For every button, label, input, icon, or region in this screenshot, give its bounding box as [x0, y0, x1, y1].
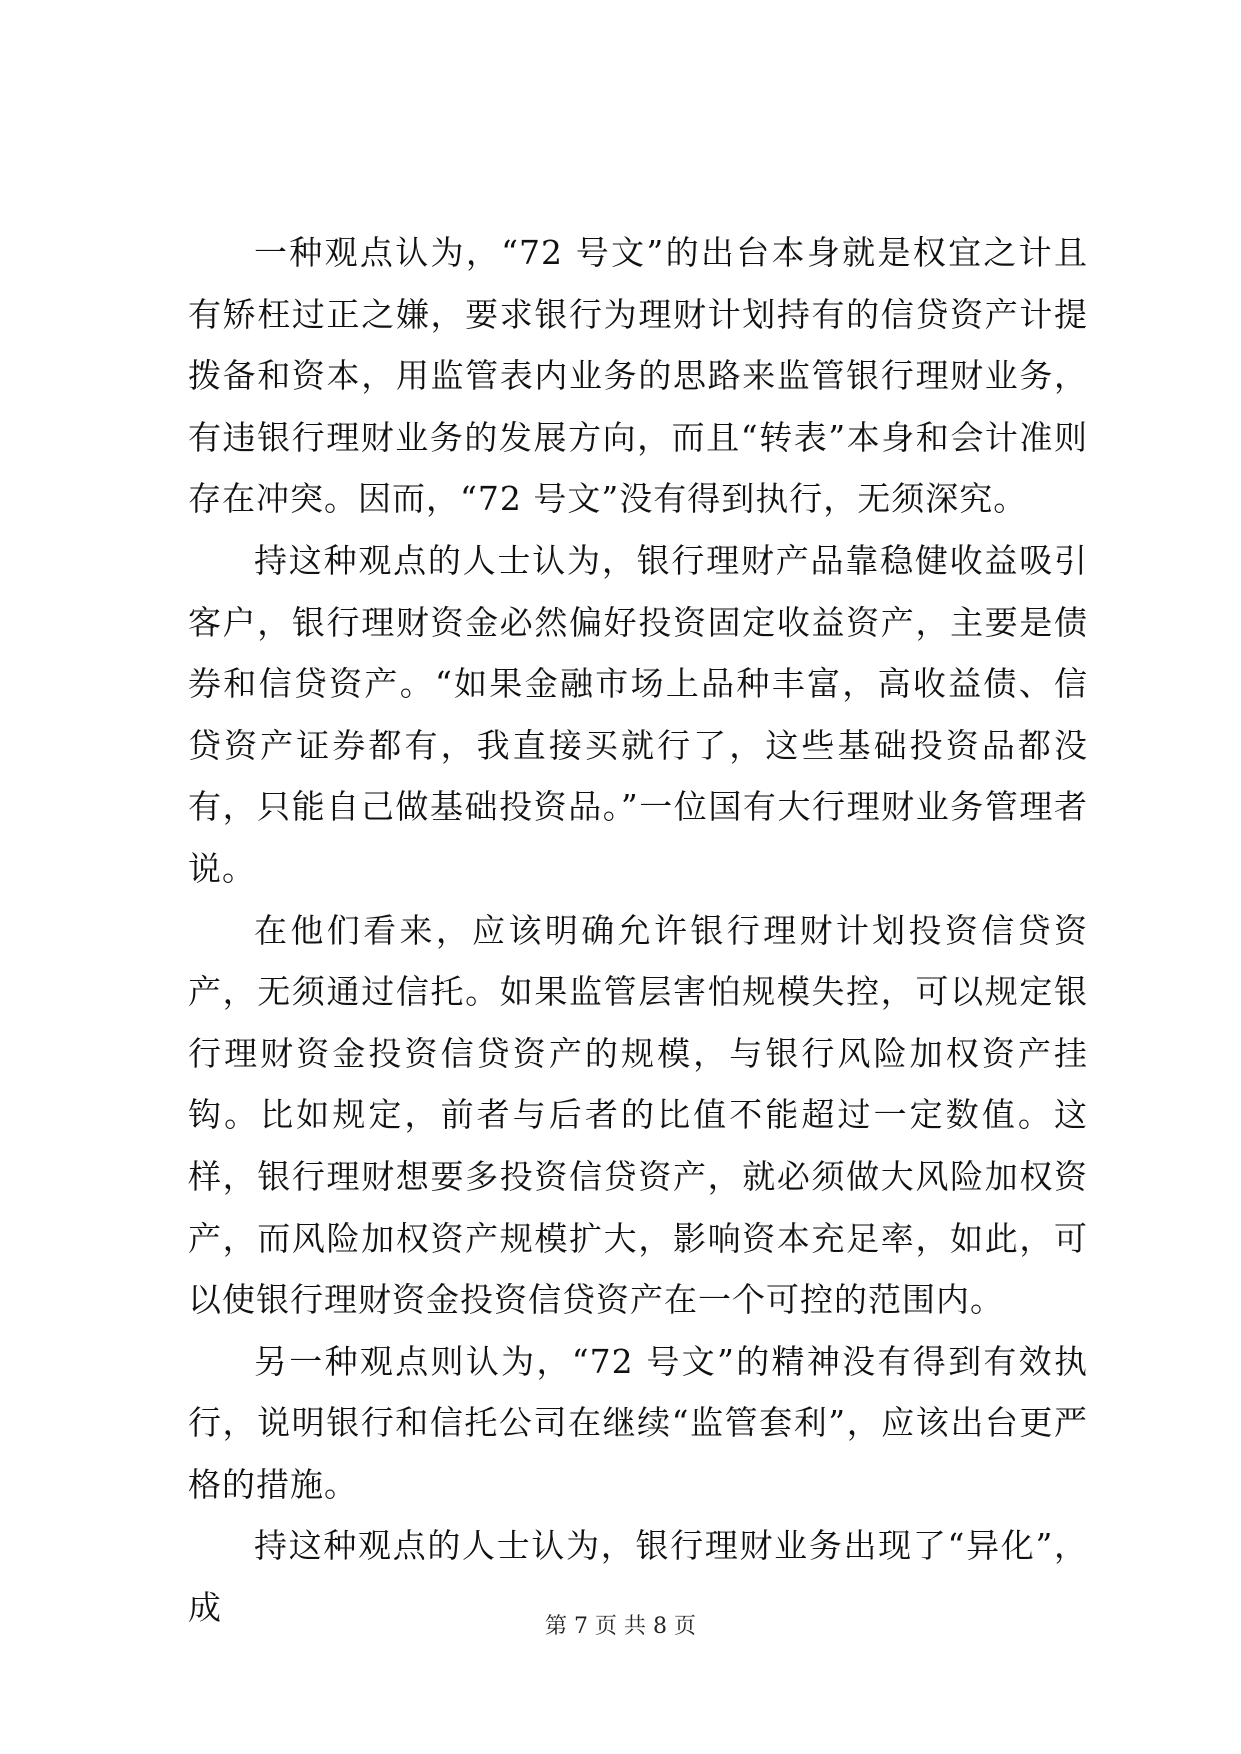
body-text: [188, 222, 1088, 1639]
paragraph-4: 另一种观点则认为，“72 号文”的精神没有得到有效执行，说明银行和信托公司在继续“监管套利”，应该出台更严格的措施。: [188, 1341, 1088, 1504]
paragraph-2: 持这种观点的人士认为，银行理财产品靠稳健收益吸引客户，银行理财资金必然偏好投资固定收益资产，主要是债券和信贷资产。“如果金融市场上品种丰富，高收益债、信贷资产证券都有，我直接买就行了，这些基础投资品都没有，只能自己做基础投资品。”一位国有大行理财业务管理者说。: [188, 540, 1088, 888]
page-footer: 第 7 页 共 8 页: [545, 1614, 696, 1639]
paragraph-1: 一种观点认为，“72 号文”的出台本身就是权宜之计且有矫枉过正之嫌，要求银行为理财计划持有的信贷资产计提拨备和资本，用监管表内业务的思路来监管银行理财业务，有违银行理财业务的发展方向，而且“转表”本身和会计准则存在冲突。因而，“72 号文”没有得到执行，无须深究。: [188, 233, 1088, 519]
paragraph-3: 在他们看来，应该明确允许银行理财计划投资信贷资产，无须通过信托。如果监管层害怕规模失控，可以规定银行理财资金投资信贷资产的规模，与银行风险加权资产挂钩。比如规定，前者与后者的比值不能超过一定数值。这样，银行理财想要多投资信贷资产，就必须做大风险加权资产，而风险加权资产规模扩大，影响资本充足率，如此，可以使银行理财资金投资信贷资产在一个可控的范围内。: [188, 910, 1088, 1320]
paragraph-5: 持这种观点的人士认为，银行理财业务出现了“异化”，成: [188, 1526, 1088, 1628]
